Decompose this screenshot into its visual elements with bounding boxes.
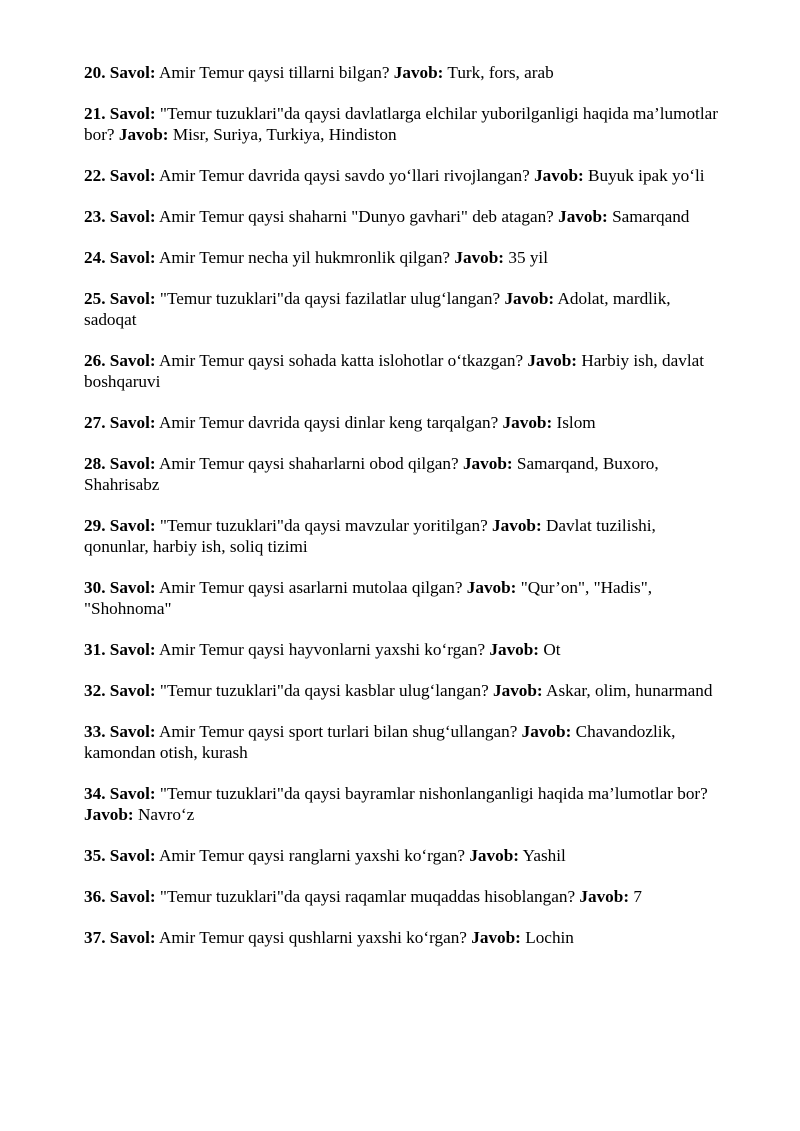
answer-text: 7 [633,887,642,906]
question-text: "Temur tuzuklari"da qaysi bayramlar nishonlanganligi haqida ma’lumotlar bor? [159,784,708,803]
answer-text: Samarqand [612,207,690,226]
answer-text: Yashil [522,846,566,865]
answer-text: Chavandozlik, kamondan otish, kurash [84,722,676,762]
question-text: "Temur tuzuklari"da qaysi fazilatlar ulug‘langan? [159,289,501,308]
javob-label: Javob: [504,289,555,308]
question-text: Amir Temur qaysi qushlarni yaxshi ko‘rgan? [158,928,467,947]
question-number: 37. [84,928,106,947]
savol-label: Savol: [109,784,156,803]
question-text: Amir Temur qaysi tillarni bilgan? [158,63,390,82]
question-number: 24. [84,248,106,267]
question-text: Amir Temur qaysi shaharlarni obod qilgan? [158,454,459,473]
question-text: Amir Temur qaysi asarlarni mutolaa qilgan? [158,578,463,597]
document-page [84,62,724,968]
savol-label: Savol: [109,351,156,370]
qa-item [84,103,724,145]
javob-label: Javob: [454,248,505,267]
javob-label: Javob: [462,454,513,473]
answer-text: Navro‘z [137,805,195,824]
qa-item [84,783,724,825]
question-number: 21. [84,104,106,123]
question-number: 29. [84,516,106,535]
qa-item [84,412,724,433]
question-number: 30. [84,578,106,597]
javob-label: Javob: [502,413,553,432]
javob-label: Javob: [492,516,542,535]
javob-label: Javob: [489,640,540,659]
answer-text: Ot [543,640,561,659]
answer-text: Samarqand, Buxoro, Shahrisabz [84,454,659,494]
answer-text: Harbiy ish, davlat boshqaruvi [84,351,705,391]
qa-item [84,206,724,227]
javob-label: Javob: [118,125,169,144]
qa-item [84,927,724,948]
savol-label: Savol: [109,846,156,865]
qa-item [84,247,724,268]
qa-item [84,288,724,330]
qa-item [84,350,724,392]
answer-text: Islom [556,413,596,432]
question-number: 23. [84,207,106,226]
question-number: 26. [84,351,106,370]
answer-text: Adolat, mardlik, sadoqat [84,289,671,329]
savol-label: Savol: [109,413,156,432]
javob-label: Javob: [558,207,608,226]
question-text: "Temur tuzuklari"da qaysi raqamlar muqaddas hisoblangan? [159,887,576,906]
savol-label: Savol: [109,578,156,597]
javob-label: Javob: [393,63,444,82]
question-text: Amir Temur qaysi hayvonlarni yaxshi ko‘rgan? [158,640,486,659]
javob-label: Javob: [471,928,521,947]
question-number: 28. [84,454,106,473]
qa-item [84,639,724,660]
question-text: Amir Temur qaysi sport turlari bilan shug‘ullangan? [158,722,518,741]
javob-label: Javob: [469,846,519,865]
question-number: 33. [84,722,106,741]
javob-label: Javob: [493,681,543,700]
answer-text: Misr, Suriya, Turkiya, Hindiston [172,125,397,144]
question-text: Amir Temur davrida qaysi dinlar keng tarqalgan? [158,413,499,432]
savol-label: Savol: [109,289,156,308]
question-number: 34. [84,784,106,803]
question-number: 36. [84,887,106,906]
savol-label: Savol: [109,454,156,473]
question-text: "Temur tuzuklari"da qaysi davlatlarga elchilar yuborilganligi haqida ma’lumotlar bor? [84,104,718,144]
question-number: 22. [84,166,106,185]
savol-label: Savol: [109,248,156,267]
qa-item [84,721,724,763]
question-number: 35. [84,846,106,865]
javob-label: Javob: [527,351,578,370]
answer-text: Lochin [525,928,574,947]
savol-label: Savol: [109,887,156,906]
savol-label: Savol: [109,166,156,185]
qa-item [84,845,724,866]
question-text: "Temur tuzuklari"da qaysi kasblar ulug‘langan? [159,681,489,700]
savol-label: Savol: [109,104,156,123]
savol-label: Savol: [109,640,156,659]
question-number: 20. [84,63,106,82]
question-text: "Temur tuzuklari"da qaysi mavzular yoritilgan? [159,516,488,535]
javob-label: Javob: [579,887,630,906]
savol-label: Savol: [109,722,156,741]
qa-item [84,886,724,907]
savol-label: Savol: [109,63,156,82]
answer-text: Buyuk ipak yo‘li [588,166,705,185]
answer-text: Turk, fors, arab [447,63,554,82]
qa-item [84,453,724,495]
question-text: Amir Temur qaysi sohada katta islohotlar o‘tkazgan? [158,351,524,370]
javob-label: Javob: [521,722,572,741]
qa-item [84,515,724,557]
question-number: 27. [84,413,106,432]
question-text: Amir Temur davrida qaysi savdo yo‘llari rivojlangan? [158,166,530,185]
qa-item [84,62,724,83]
javob-label: Javob: [534,166,584,185]
answer-text: Askar, olim, hunarmand [546,681,713,700]
question-text: Amir Temur qaysi shaharni "Dunyo gavhari" deb atagan? [158,207,554,226]
javob-label: Javob: [84,805,134,824]
answer-text: Davlat tuzilishi, qonunlar, harbiy ish, soliq tizimi [84,516,656,556]
qa-item [84,680,724,701]
qa-item [84,165,724,186]
savol-label: Savol: [109,207,156,226]
question-text: Amir Temur qaysi ranglarni yaxshi ko‘rgan? [158,846,466,865]
answer-text: "Qur’on", "Hadis", "Shohnoma" [84,578,653,618]
savol-label: Savol: [109,681,156,700]
javob-label: Javob: [466,578,517,597]
question-number: 25. [84,289,106,308]
savol-label: Savol: [109,516,156,535]
question-text: Amir Temur necha yil hukmronlik qilgan? [158,248,451,267]
question-number: 32. [84,681,106,700]
savol-label: Savol: [109,928,156,947]
answer-text: 35 yil [508,248,548,267]
question-number: 31. [84,640,106,659]
qa-item [84,577,724,619]
